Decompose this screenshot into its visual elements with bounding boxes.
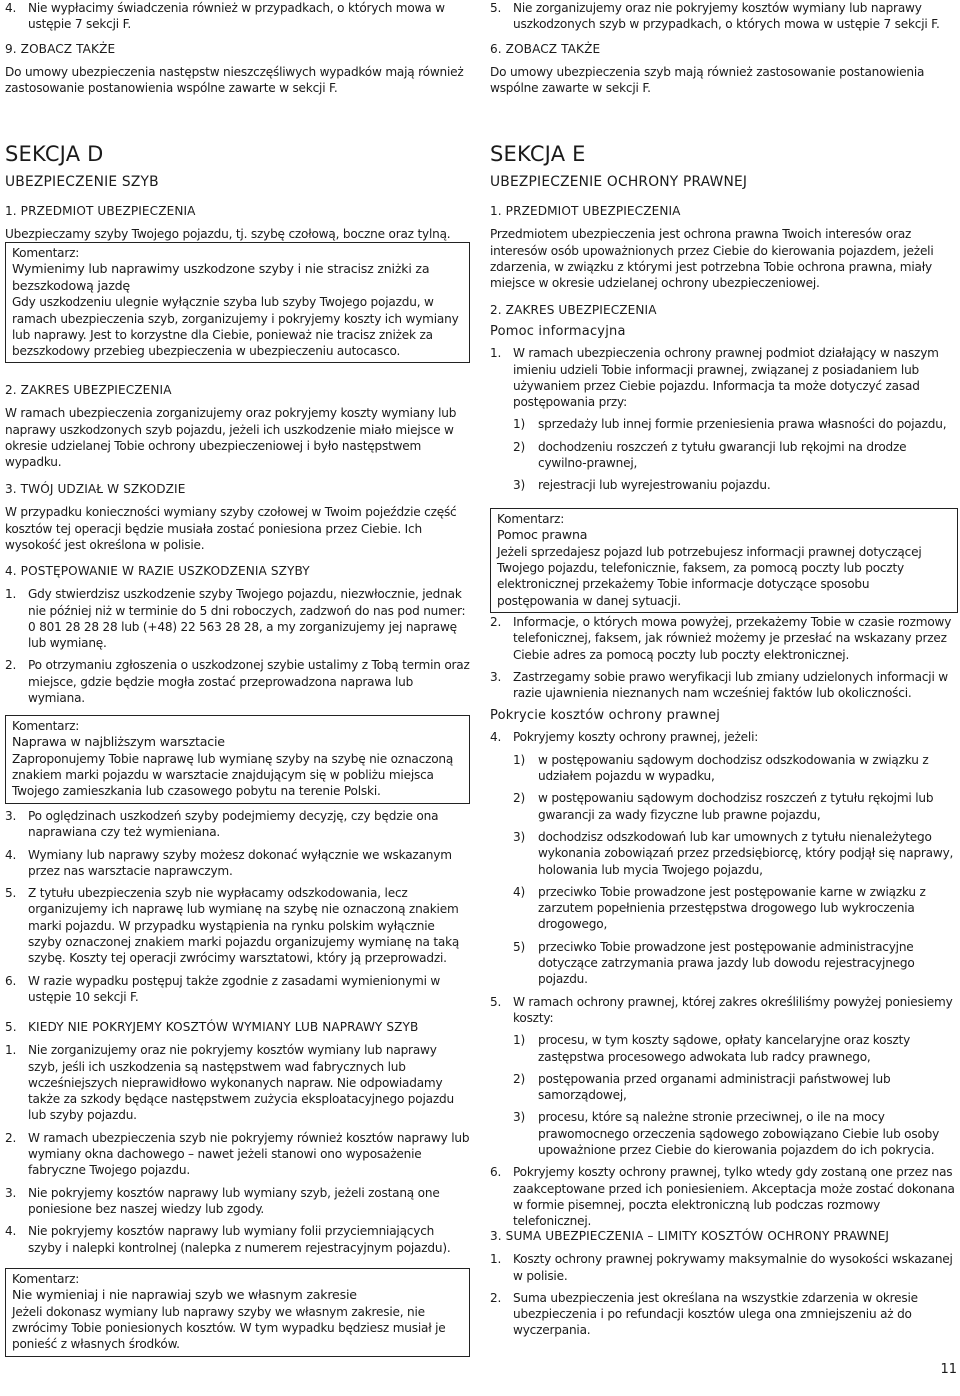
section-title: SEKCJA E <box>490 142 586 166</box>
section-subtitle: UBEZPIECZENIE SZYB <box>5 174 159 190</box>
section-heading: 6. ZOBACZ TAKŻE <box>490 42 601 56</box>
sub-list-item: 1) w postępowaniu sądowym dochodzisz odszkodowania w związku z udziałem pojazdu w wypadku, <box>513 752 929 784</box>
comment-title: Wymienimy lub naprawimy uszkodzone szyby i nie stracisz zniżki za bezszkodową jazdę <box>12 261 430 293</box>
subsection-title: Pomoc informacyjna <box>490 324 626 340</box>
list-item: 1. Nie zorganizujemy oraz nie pokryjemy kosztów wymiany lub naprawy szyb, jeśli ich uszkodzenia są następstwem wad fabrycznych lub wcześniejszych nieprawidłowo wykonanych napraw. Nie odpowiadamy także za szkody będące następstwem zużycia eksploatacyjnego pojazdu lub szyby pojazdu. <box>5 1043 454 1123</box>
list-item: 2. Informacje, o których mowa powyżej, przekażemy Tobie w czasie rozmowy telefonicznej, faksem, jak również możemy je przesłać na wskazany przez Ciebie adres za pomocą poczty lub poczty elektronicznej. <box>490 615 952 662</box>
list-item: 6. Pokryjemy koszty ochrony prawnej, tylko wtedy gdy zostaną one przez nas zaakceptowane przed ich poniesieniem. Akceptacja może zostać dokonana w formie pisemnej, poczta elektroniczną lub podczas rozmowy telefonicznej. <box>490 1165 955 1229</box>
paragraph: Do umowy ubezpieczenia szyb mają również zastosowanie postanowienia wspólne zawarte w sekcji F. <box>490 65 925 96</box>
list-item: 6. W razie wypadku postępuj także zgodnie z zasadami wymienionymi w ustępie 10 sekcji F. <box>5 973 441 1004</box>
sub-list-item: 3) rejestracji lub wyrejestrowaniu pojazdu. <box>513 478 771 493</box>
list-item: 5. Z tytułu ubezpieczenia szyb nie wypłacamy odszkodowania, lecz organizujemy ich naprawę lub wymianę na szybę nie oznaczoną znakiem marki pojazdu. W przypadku wystąpienia na rynku polskim wyłącznie szyby oznaczonej znakiem marki pojazdu organizujemy wymianę na taką szybę. Koszty tej operacji zwrócimy warsztatowi, który ją przeprowadzi. <box>5 886 460 966</box>
sub-list-item: 2) postępowania przed organami administracji państwowej lub samorządowej, <box>513 1071 891 1103</box>
section-subtitle: UBEZPIECZENIE OCHRONY PRAWNEJ <box>490 174 748 190</box>
list-item: 1. Koszty ochrony prawnej pokrywamy maksymalnie do wysokości wskazanej w polisie. <box>490 1252 953 1283</box>
sub-list-item: 4) przeciwko Tobie prowadzone jest postępowanie karne w związku z zarzutem popełnienia przestępstwa drogowego lub wykroczenia drogowego, <box>513 884 926 932</box>
paragraph: Ubezpieczamy szyby Twojego pojazdu, tj. szybę czołową, boczne oraz tylną. <box>5 227 451 242</box>
section-heading: 1. PRZEDMIOT UBEZPIECZENIA <box>490 204 681 218</box>
list-item: 3. Po oględzinach uszkodzeń szyby podejmiemy decyzję, czy będzie ona naprawiana czy też wymieniana. <box>5 809 439 840</box>
sub-list-item: 3) procesu, które są należne stronie przeciwnej, o ile na mocy prawomocnego orzeczenia sądowego zobowiązano Ciebie lub osoby upoważnione przez Ciebie do kierowania pojazdem do ich pokrycia. <box>513 1110 940 1158</box>
page-number: 11 <box>940 1362 957 1377</box>
list-item: 1. W ramach ubezpieczenia ochrony prawnej podmiot działający w naszym imieniu udzieli Tobie informacji prawnej, związanej z posiadaniem lub używaniem przez Ciebie pojazdu. Informacja ta może dotyczyć zasad postępowania przy: <box>490 346 939 410</box>
list-item: 4. Pokryjemy koszty ochrony prawnej, jeżeli: <box>490 730 759 745</box>
paragraph: W ramach ubezpieczenia zorganizujemy oraz pokryjemy koszty wymiany lub naprawy uszkodzonych szyb pojazdu, jeżeli ich uszkodzenie miało miejsce w okresie udzielanej Tobie ochrony ubezpieczeniowej i było następstwem wypadku. <box>5 406 457 470</box>
sub-list-item: 3) dochodzisz odszkodowań lub kar umownych z tytułu nienależytego wykonania zobowiązań przez przedsiębiorcę, który podjął się naprawy, holowania lub mycia Twojego pojazdu, <box>513 829 954 877</box>
list-item: 2. Suma ubezpieczenia jest określana na wszystkie zdarzenia w okresie ubezpieczenia i po refundacji kosztów ulega ona zmniejszeniu aż do wyczerpania. <box>490 1290 918 1338</box>
comment-box <box>5 715 470 804</box>
sub-list-item: 2) dochodzeniu roszczeń z tytułu gwarancji lub rękojmi na drodze cywilno-prawnej, <box>513 439 907 471</box>
section-heading: 1. PRZEDMIOT UBEZPIECZENIA <box>5 204 196 218</box>
section-heading: 4. POSTĘPOWANIE W RAZIE USZKODZENIA SZYBY <box>5 564 310 578</box>
list-item: 1. Gdy stwierdzisz uszkodzenie szyby Twojego pojazdu, niezwłocznie, jednak nie później niż w terminie do 5 dni roboczych, zadzwoń do nas pod numer: 0 801 28 28 28 lub (+48) 22 563 28 28, a my zorganizujemy jej naprawę lub wymianę. <box>5 587 466 651</box>
sub-list-item: 2) w postępowaniu sądowym dochodzisz roszczeń z tytułu rękojmi lub gwarancji za wady fizyczne lub prawne pojazdu, <box>513 791 934 822</box>
list-item: 3. Zastrzegamy sobie prawo weryfikacji lub zmiany udzielonych informacji w razie ujawnienia nieznanych nam wcześniej faktów lub okoliczności. <box>490 669 948 701</box>
comment-title: Nie wymieniaj i nie naprawiaj szyb we własnym zakresie <box>12 1287 357 1303</box>
comment-label: Komentarz: <box>12 246 80 260</box>
comment-text: Gdy uszkodzeniu ulegnie wyłącznie szyba lub szyby Twojego pojazdu, w ramach ubezpieczenia szyb, zorganizujemy i pokryjemy koszty ich wymiany lub naprawy. Jest to korzystne dla Ciebie, ponieważ nie tracisz zniżek za bezszkodowy przebieg ubezpieczenia w ubezpieczeniu autocasco. <box>12 295 459 359</box>
paragraph: Przedmiotem ubezpieczenia jest ochrona prawna Twoich interesów oraz interesów osób upoważnionych przez Ciebie do kierowania pojazdem, jeżeli zdarzenia, w związku z którymi jest potrzebna Tobie ochrona prawna, miały miejsce w okresie udzielanej ochrony ubezpieczeniowej. <box>490 227 934 291</box>
list-item: 4. Nie wypłacimy świadczenia również w przypadkach, o których mowa w ustępie 7 sekcji F. <box>5 1 445 32</box>
comment-box <box>490 508 958 613</box>
comment-text: Jeżeli sprzedajesz pojazd lub potrzebujesz informacji prawnej dotyczącej Twojego pojazdu, telefonicznie, faksem, za pomocą poczty lub poczty elektronicznej przekażemy Tobie informacje dotyczące sposobu postępowania w danej sytuacji. <box>497 544 922 608</box>
section-title: SEKCJA D <box>5 142 104 166</box>
sub-list-item: 1) procesu, w tym koszty sądowe, opłaty kancelaryjne oraz koszty zastępstwa procesowego adwokata lub radcy prawnego, <box>513 1033 911 1064</box>
comment-label: Komentarz: <box>12 719 80 733</box>
sub-list-item: 1) sprzedaży lub innej formie przeniesienia prawa własności do pojazdu, <box>513 417 947 432</box>
section-heading: 2. ZAKRES UBEZPIECZENIA <box>5 383 172 397</box>
comment-title: Pomoc prawna <box>497 527 588 543</box>
comment-title: Naprawa w najbliższym warsztacie <box>12 734 225 750</box>
list-item: 4. Nie pokryjemy kosztów naprawy lub wymiany folii przyciemniających szyby i nalepki kontrolnej (nalepka z numerem rejestracyjnym pojazdu). <box>5 1224 451 1255</box>
paragraph: W przypadku konieczności wymiany szyby czołowej w Twoim pojeździe część kosztów tej operacji będzie musiała zostać poniesiona przez Ciebie. Ich wysokość jest określona w polisie. <box>5 505 457 552</box>
comment-box <box>5 1268 470 1357</box>
list-item: 2. W ramach ubezpieczenia szyb nie pokryjemy również kosztów naprawy lub wymiany okna dachowego – nawet jeżeli stanowi ono wyposażenie fabryczne Twojego pojazdu. <box>5 1130 470 1178</box>
section-heading: 3. TWÓJ UDZIAŁ W SZKODZIE <box>5 482 186 496</box>
paragraph: Do umowy ubezpieczenia następstw nieszczęśliwych wypadków mają również zastosowanie postanowienia wspólne zawarte w sekcji F. <box>5 65 464 96</box>
list-item: 4. Wymiany lub naprawy szyby możesz dokonać wyłącznie we wskazanym przez nas warsztacie naprawczym. <box>5 847 452 878</box>
list-item: 2. Po otrzymaniu zgłoszenia o uszkodzonej szybie ustalimy z Tobą termin oraz miejsce, gdzie będzie mogła zostać przeprowadzona naprawa lub wymiana. <box>5 658 470 706</box>
comment-box <box>5 242 470 363</box>
list-item: 5. W ramach ochrony prawnej, której zakres określiliśmy powyżej poniesiemy koszty: <box>490 994 953 1025</box>
subsection-title: Pokrycie kosztów ochrony prawnej <box>490 708 721 724</box>
section-heading: 5. KIEDY NIE POKRYJEMY KOSZTÓW WYMIANY LUB NAPRAWY SZYB <box>5 1020 419 1034</box>
list-item: 5. Nie zorganizujemy oraz nie pokryjemy kosztów wymiany lub naprawy uszkodzonych szyb w przypadkach, o których mowa w ustępie 7 sekcji F. <box>490 1 940 32</box>
sub-list-item: 5) przeciwko Tobie prowadzone jest postępowanie administracyjne dotyczące zatrzymania prawa jazdy lub dowodu rejestracyjnego pojazdu. <box>513 939 915 987</box>
section-heading: 3. SUMA UBEZPIECZENIA – LIMITY KOSZTÓW OCHRONY PRAWNEJ <box>490 1229 890 1243</box>
list-item: 3. Nie pokryjemy kosztów naprawy lub wymiany szyb, jeżeli zostaną one poniesione bez naszej wiedzy lub zgody. <box>5 1185 440 1216</box>
section-heading: 2. ZAKRES UBEZPIECZENIA <box>490 303 657 317</box>
comment-label: Komentarz: <box>497 512 565 526</box>
comment-text: Zaproponujemy Tobie naprawę lub wymianę szyby na szybę nie oznaczoną znakiem marki pojazdu w warsztacie znajdującym się w pobliżu miejsca Twojego zamieszkania lub czasowego pobytu na terenie Polski. <box>12 751 454 799</box>
comment-label: Komentarz: <box>12 1272 80 1286</box>
comment-text: Jeżeli dokonasz wymiany lub naprawy szyby we własnym zakresie, nie zwrócimy Tobie poniesionych kosztów. W tym wypadku będziesz musiał je ponieść z własnych środków. <box>12 1304 446 1352</box>
section-heading: 9. ZOBACZ TAKŻE <box>5 42 116 56</box>
